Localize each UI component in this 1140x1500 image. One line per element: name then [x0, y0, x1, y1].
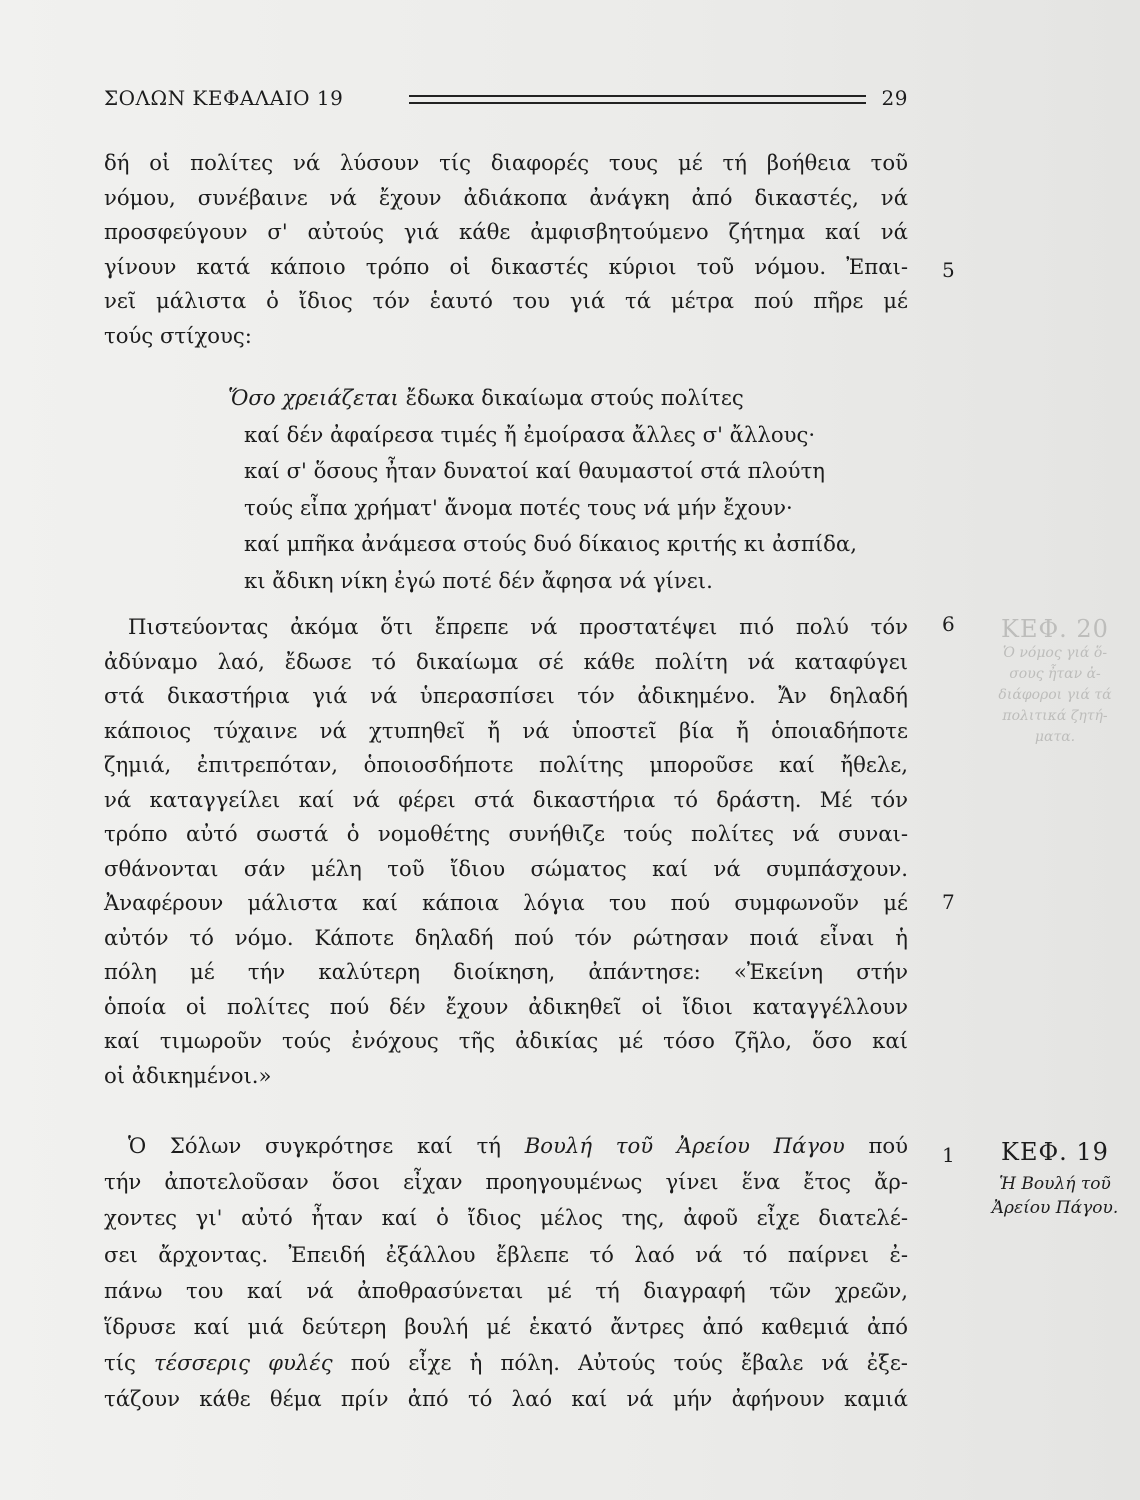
text-line: νόμου, συνέβαινε νά ἔχουν ἀδιάκοπα ἀνάγκη ἀπό δικαστές, νά	[104, 184, 908, 210]
verse-quote	[104, 380, 914, 599]
text-line: χοντες γι' αὐτό ἦταν καί ὁ ἴδιος μέλος της, ἀφοῦ εἶχε διατελέ-	[104, 1205, 908, 1231]
text-line: τρόπο αὐτό σωστά ὁ νομοθέτης συνήθιζε τούς πολίτες νά συναι-	[104, 821, 908, 846]
bleedthrough-sidenote	[985, 615, 1125, 748]
text-line: γίνουν κατά κάποιο τρόπο οἱ δικαστές κύριοι τοῦ νόμου. Ἐπαι-	[104, 253, 908, 279]
margin-number: 7	[942, 890, 955, 914]
text-line: ὁποία οἱ πολίτες πού δέν ἔχουν ἀδικηθεῖ οἱ ἴδιοι καταγγέλλουν	[104, 993, 908, 1019]
verse-line: καί σ' ὅσους ἦταν δυνατοί καί θαυμαστοί στά πλούτη	[244, 458, 825, 483]
paragraph-1	[104, 146, 908, 354]
text-line: νά καταγγείλει καί νά φέρει στά δικαστήρια τό δράστη. Μέ τόν	[104, 786, 908, 812]
text-line	[104, 1128, 908, 1164]
text-line: προσφεύγουν σ' αὐτούς γιά κάθε ἀμφισβητούμενο ζήτημα καί νά	[104, 219, 908, 245]
verse-line: καί δέν ἀφαίρεσα τιμές ἤ ἐμοίρασα ἄλλες σ' ἄλλους·	[244, 421, 816, 447]
text-line: ζημιά, ἐπιτρεπόταν, ὁποιοσδήποτε πολίτης μποροῦσε καί ἤθελε,	[104, 752, 908, 777]
text-line	[104, 1345, 908, 1381]
italic-term-boule: Βουλή τοῦ Ἀρείου Πάγου	[524, 1133, 845, 1158]
text-line: ἀδύναμο λαό, ἔδωσε τό δικαίωμα σέ κάθε πολίτη νά καταφύγει	[104, 648, 908, 674]
verse-italic: Ὅσο χρειάζεται	[228, 385, 399, 410]
text-line: στά δικαστήρια γιά νά ὑπερασπίσει τόν ἀδικημένο. Ἄν δηλαδή	[104, 683, 908, 708]
bleedthrough-chapter: ΚΕΦ. 20	[1001, 615, 1109, 643]
bleedthrough-line: Ὁ νόμος γιά ὅ-	[1002, 645, 1108, 661]
text-line: Ἀναφέρουν μάλιστα καί κάποια λόγια του πού συμφωνοῦν μέ	[104, 890, 908, 915]
verse-line	[104, 380, 914, 417]
text-line: κάποιος τύχαινε νά χτυπηθεῖ ἤ νά ὑποστεῖ βία ἤ ὁποιαδήποτε	[104, 717, 908, 743]
margin-number: 6	[942, 612, 955, 636]
verse-line: κι ἄδικη νίκη ἐγώ ποτέ δέν ἄφησα νά γίνει.	[244, 567, 713, 593]
text-line: Πιστεύοντας ἀκόμα ὅτι ἔπρεπε νά προστατέψει πιό πολύ τόν	[128, 614, 908, 639]
text-line: τούς στίχους:	[104, 322, 252, 348]
text-run: πού	[844, 1133, 908, 1158]
bleedthrough-line: διάφοροι γιά τά	[998, 687, 1112, 703]
verse-line: τούς εἶπα χρήματ' ἄνομα ποτές τους νά μήν ἔχουν·	[244, 494, 793, 520]
bleedthrough-line: πολιτικά ζητή-	[1002, 708, 1108, 724]
text-run: τίς	[104, 1350, 155, 1376]
text-line: αὐτόν τό νόμο. Κάποτε δηλαδή πού τόν ρώτησαν ποιά εἶναι ἡ	[104, 924, 908, 950]
text-line: πάνω του καί νά ἀποθρασύνεται μέ τή διαγραφή τῶν χρεῶν,	[104, 1277, 908, 1303]
text-line: οἱ ἀδικημένοι.»	[104, 1062, 272, 1088]
header-rule	[409, 95, 866, 104]
paragraph-2	[104, 610, 908, 1093]
text-line: ἵδρυσε καί μιά δεύτερη βουλή μέ ἑκατό ἄντρες ἀπό καθεμιά ἀπό	[104, 1314, 908, 1340]
text-line: σει ἄρχοντας. Ἐπειδή ἐξάλλου ἔβλεπε τό λαό νά τό παίρνει ἐ-	[104, 1241, 908, 1267]
text-line: δή οἱ πολίτες νά λύσουν τίς διαφορές τους μέ τή βοήθεια τοῦ	[104, 150, 908, 175]
bleedthrough-line: ματα.	[1034, 729, 1076, 745]
running-title: ΣΟΛΩΝ ΚΕΦΑΛΑΙΟ 19	[104, 86, 344, 110]
chapter-heading: ΚΕΦ. 19	[1001, 1138, 1109, 1166]
italic-term-tribes: τέσσερις φυλές	[154, 1350, 333, 1376]
verse-line: καί μπῆκα ἀνάμεσα στούς δυό δίκαιος κριτής κι ἀσπίδα,	[244, 531, 857, 556]
running-header	[104, 86, 910, 114]
chapter-subtitle: Ἡ Βουλή τοῦ	[999, 1174, 1111, 1194]
paragraph-3	[104, 1128, 908, 1418]
verse-rest: ἔδωκα δικαίωμα στούς πολίτες	[398, 385, 744, 410]
text-run: Ὁ Σόλων συγκρότησε καί τή	[128, 1133, 525, 1158]
text-line: σθάνονται σάν μέλη τοῦ ἴδιου σώματος καί νά συμπάσχουν.	[104, 855, 908, 881]
chapter-subtitle: Ἀρείου Πάγου.	[991, 1198, 1119, 1218]
text-line: καί τιμωροῦν τούς ἐνόχους τῆς ἀδικίας μέ τόσο ζῆλο, ὅσο καί	[104, 1028, 908, 1053]
chapter-sidenote	[985, 1138, 1125, 1220]
margin-number: 5	[942, 258, 955, 282]
text-line: νεῖ μάλιστα ὁ ἴδιος τόν ἑαυτό του γιά τά μέτρα πού πῆρε μέ	[104, 288, 908, 314]
text-line: πόλη μέ τήν καλύτερη διοίκηση, ἀπάντησε: «Ἐκείνη στήν	[104, 959, 908, 984]
margin-number: 1	[942, 1143, 955, 1167]
text-line: τήν ἀποτελοῦσαν ὅσοι εἶχαν προηγουμένως γίνει ἕνα ἔτος ἄρ-	[104, 1169, 908, 1195]
bleedthrough-line: σους ἦταν ἀ-	[1009, 666, 1101, 682]
page-number: 29	[881, 86, 908, 110]
text-run: πού εἶχε ἡ πόλη. Αὐτούς τούς ἔβαλε νά ἐξε-	[332, 1350, 908, 1376]
text-line: τάζουν κάθε θέμα πρίν ἀπό τό λαό καί νά μήν ἀφήνουν καμιά	[104, 1386, 908, 1412]
